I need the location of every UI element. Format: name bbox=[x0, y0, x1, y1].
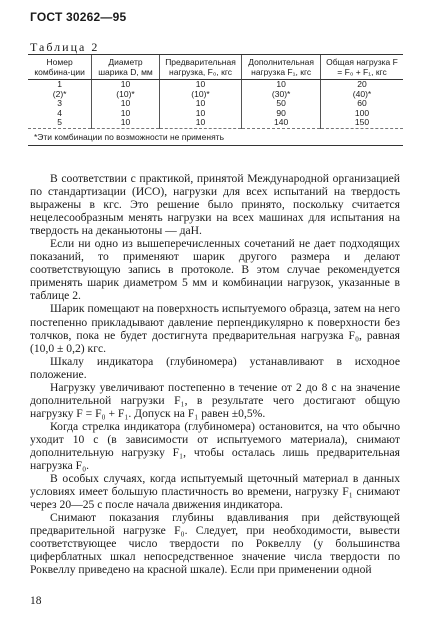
table-cell: (10)* bbox=[159, 90, 242, 100]
table-cell: (10)* bbox=[92, 90, 160, 100]
body-text bbox=[30, 172, 400, 576]
paragraph: Когда стрелка индикатора (глубиномера) остановится, на что обычно уходит 10 с (в зависимости от испытуемого материала), снимают дополнительную нагрузку F₁, чтобы осталась лишь предварительная нагрузка F₀. bbox=[30, 419, 400, 473]
table-cell: 10 bbox=[159, 118, 242, 128]
table-cell: 10 bbox=[159, 80, 242, 90]
table-header-row bbox=[28, 55, 403, 80]
table-cell: 3 bbox=[57, 98, 62, 108]
table-cell: 1 bbox=[57, 79, 62, 89]
table-cell: 10 bbox=[92, 118, 160, 128]
table-row bbox=[28, 109, 403, 119]
load-combinations-table bbox=[28, 54, 403, 146]
table-cell: 140 bbox=[242, 118, 321, 128]
table-row bbox=[28, 90, 403, 100]
table-cell: (30)* bbox=[242, 90, 321, 100]
table-row bbox=[28, 80, 403, 90]
table-cell: 10 bbox=[92, 80, 160, 90]
document-header: ГОСТ 30262—95 bbox=[30, 10, 127, 24]
paragraph: Если ни одно из вышеперечисленных сочетаний не дает подходящих показаний, то применяют шарик другого размера и делают соответствующую запись в протоколе. В этом случае рекомендуется применять шарик диаметром 5 мм и комбинации нагрузок, указанные в таблице 2. bbox=[30, 237, 400, 303]
paragraph: Нагрузку увеличивают постепенно в течение от 2 до 8 с на значение дополнительной нагрузки F₁, в результате чего достигают общую нагрузку F = F₀ + F₁. Допуск на F₁ равен ±0,5%. bbox=[30, 380, 400, 420]
table-footnote-row bbox=[28, 128, 403, 146]
table-footnote: *Эти комбинации по возможности не применять bbox=[28, 128, 403, 146]
table-cell: 10 bbox=[242, 80, 321, 90]
table-cell: 10 bbox=[159, 99, 242, 109]
table-cell: 50 bbox=[242, 99, 321, 109]
table-cell: 90 bbox=[242, 109, 321, 119]
paragraph: В соответствии с практикой, принятой Международной организацией по стандартизации (ИСО), нагрузки для всех испытаний на твердость выражены в кгс. Это решение было принято, поскольку считается нецелесообразным менять нагрузки на всех машинах для испытания на твердость на деканьютоны — даН. bbox=[30, 172, 400, 238]
table-cell: 100 bbox=[321, 109, 404, 119]
table-cell: 10 bbox=[92, 99, 160, 109]
table-cell: 10 bbox=[159, 109, 242, 119]
paragraph: Снимают показания глубины вдавливания при действующей предварительной нагрузке F₀. Следует, при необходимости, вывести соответствующее число твердости по Роквеллу (у большинства циферблатных шкал непосредственное значение числа твердости по Роквеллу приведено на красной шкале). Если при применении одной bbox=[30, 511, 400, 577]
table-caption: Таблица 2 bbox=[30, 40, 100, 54]
column-header: Дополнительная нагрузка F₁, кгс bbox=[242, 55, 321, 80]
column-header: Диаметр шарика D, мм bbox=[92, 55, 160, 80]
table-cell: 5 bbox=[57, 117, 62, 127]
table-cell: 10 bbox=[92, 109, 160, 119]
paragraph: Шарик помещают на поверхность испытуемого образца, затем на него постепенно прикладывают давление перпендикулярно к поверхности без толчков, пока не будет достигнута предварительная нагрузка F₀, равная (10,0 ± 0,2) кгс. bbox=[30, 302, 400, 355]
table-cell: 150 bbox=[321, 118, 404, 128]
column-header: Предварительная нагрузка, F₀, кгс bbox=[159, 55, 242, 80]
table-cell: (40)* bbox=[321, 90, 404, 100]
table-row bbox=[28, 118, 403, 128]
column-header: Общая нагрузка F = F₀ + F₁, кгс bbox=[321, 55, 404, 80]
table-cell: 20 bbox=[321, 80, 404, 90]
table-cell: 60 bbox=[321, 99, 404, 109]
paragraph: Шкалу индикатора (глубиномера) устанавливают в исходное положение. bbox=[30, 354, 400, 381]
column-header: Номер комбина-ции bbox=[28, 55, 92, 80]
table-row bbox=[28, 99, 403, 109]
paragraph: В особых случаях, когда испытуемый щеточный материал в данных условиях имеет большую пластичность во времени, нагрузку F₁ снимают через 20—25 с после начала движения индикатора. bbox=[30, 472, 400, 512]
page-number: 18 bbox=[30, 595, 42, 607]
table-cell: (2)* bbox=[52, 88, 67, 99]
table-cell: 4 bbox=[57, 107, 62, 118]
